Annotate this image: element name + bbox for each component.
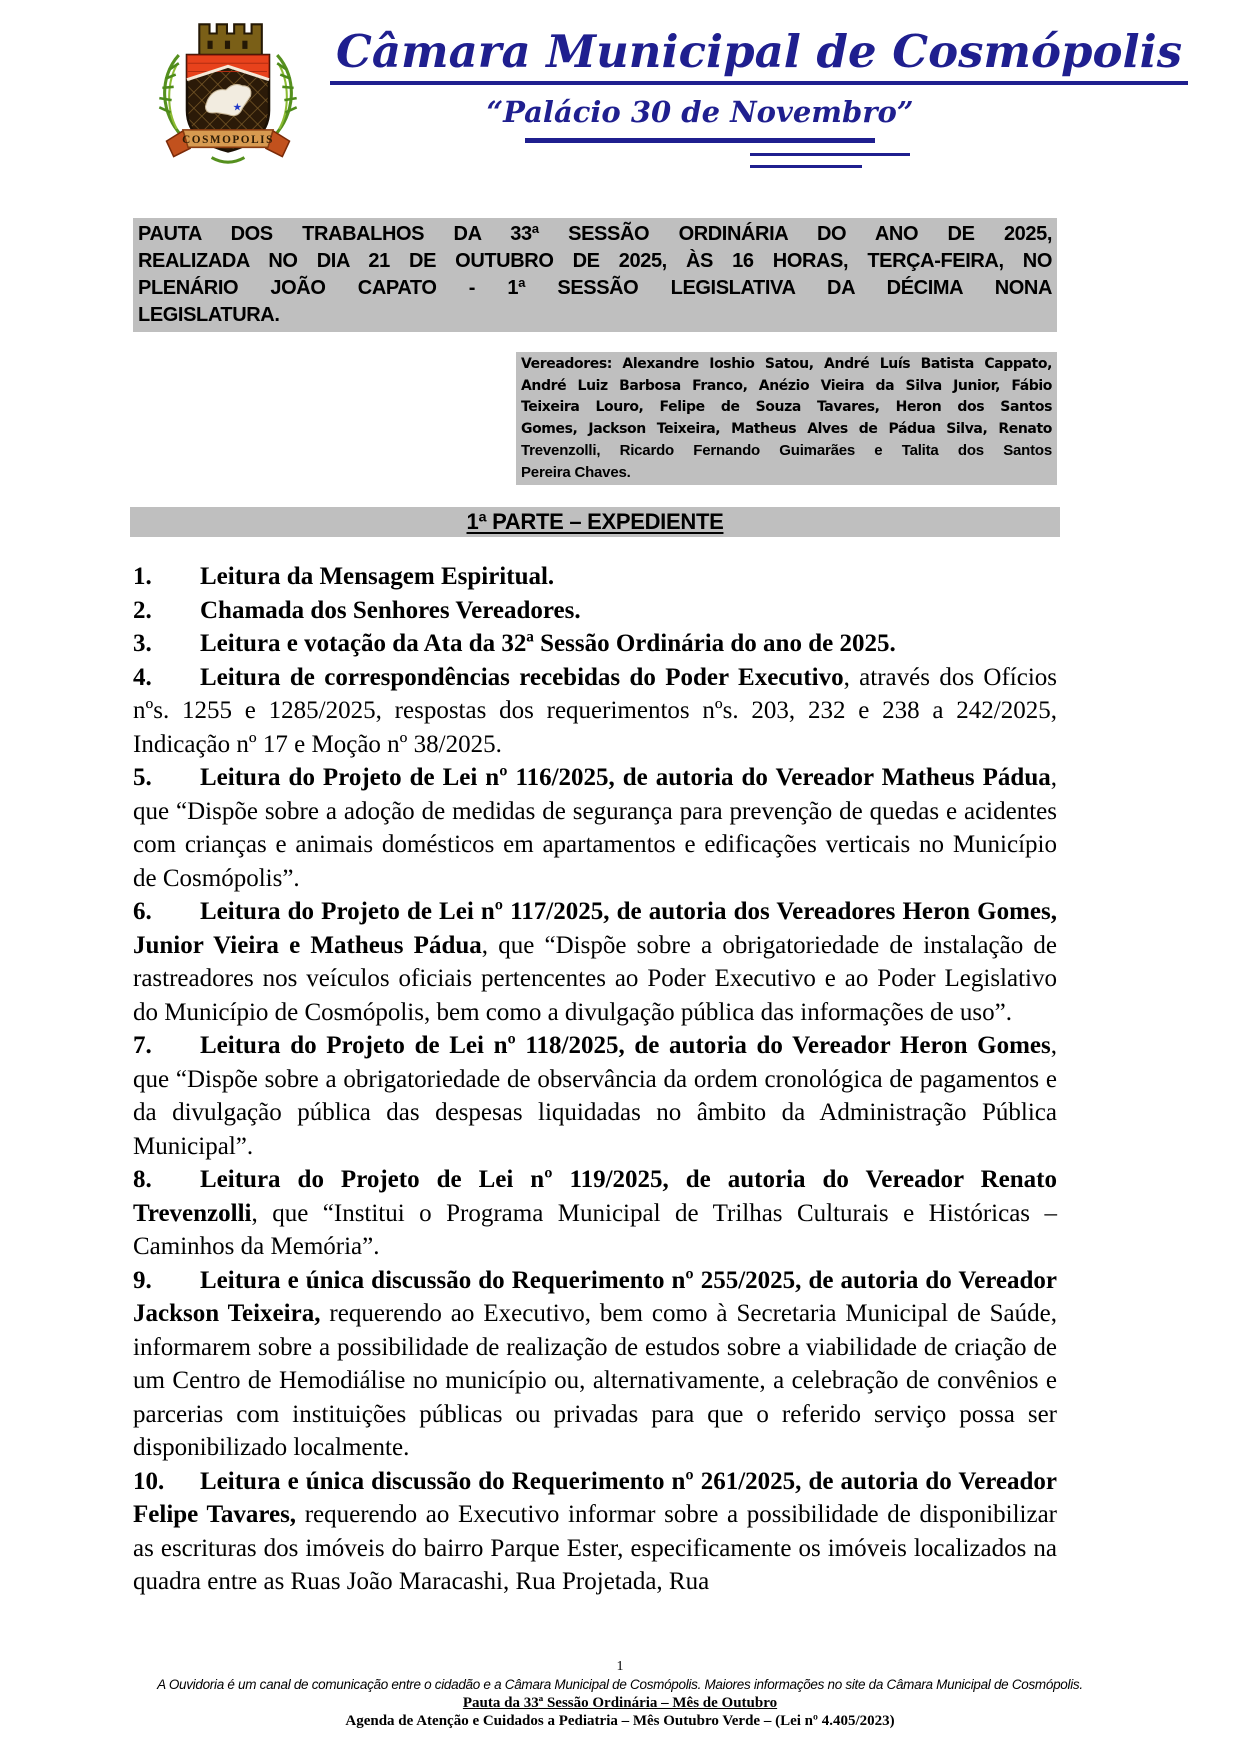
- item-number: 7.: [133, 1032, 152, 1059]
- agenda-item-8: [133, 1163, 1057, 1264]
- session-heading-block: [133, 218, 1057, 332]
- page-footer: [0, 1658, 1240, 1730]
- item-text: , que “Dispõe sobre a obrigatoriedade de observância da ordem cronológica de pagamentos e da divulgação pública das despesas liquidadas no âmbito da Administração Pública Municipal”.: [133, 1032, 1057, 1160]
- vereadores-line: Pereira Chaves.: [521, 463, 631, 481]
- vereadores-block: [516, 352, 1057, 485]
- part-header-bar: [130, 507, 1060, 537]
- item-bold-text: Leitura da Mensagem Espiritual.: [200, 563, 555, 590]
- item-text: requerendo ao Executivo informar sobre a possibilidade de disponibilizar as escrituras dos imóveis do bairro Parque Ester, especificamente os imóveis localizados na quadra entre as Ruas João Maracashi, Rua Projetada, Rua: [133, 1501, 1057, 1595]
- vereadores-line: Teixeira Louro, Felipe de Souza Tavares, Heron dos Santos: [521, 399, 1052, 415]
- part-header-title: 1ª PARTE – EXPEDIENTE: [466, 509, 724, 534]
- agenda-item-5: [133, 761, 1057, 895]
- item-number: 1.: [133, 563, 152, 590]
- agenda-item-4: [133, 661, 1057, 762]
- footer-ouvidoria-note: A Ouvidoria é um canal de comunicação entre o cidadão e a Câmara Municipal de Cosmópolis. Maiores informações no site da Câmara Municipal de Cosmópolis.: [157, 1677, 1083, 1692]
- item-bold-text: Leitura do Projeto de Lei nº 119/2025, de autoria do Vereador Renato Trevenzolli: [133, 1166, 1057, 1227]
- item-text: , que “Institui o Programa Municipal de Trilhas Culturais e Históricas – Caminhos da Memória”.: [133, 1199, 1057, 1260]
- agenda-item-10: [133, 1465, 1057, 1599]
- decorative-line-1: [525, 138, 875, 143]
- star-icon: ★: [232, 102, 242, 114]
- item-number: 5.: [133, 764, 152, 791]
- item-bold-text: Leitura de correspondências recebidas do Poder Executivo: [200, 663, 844, 691]
- footer-pauta-title: Pauta da 33ª Sessão Ordinária – Mês de Outubro: [462, 1695, 778, 1711]
- agenda-item-9: [133, 1264, 1057, 1465]
- decorative-line-3: [750, 165, 862, 168]
- agenda-item-2: [133, 594, 1057, 628]
- page-title: Câmara Municipal de Cosmópolis: [330, 26, 1188, 85]
- item-bold-text: Leitura do Projeto de Lei nº 118/2025, de autoria do Vereador Heron Gomes: [200, 1032, 1051, 1059]
- item-number: 9.: [133, 1266, 152, 1294]
- session-heading-line: PLENÁRIO JOÃO CAPATO - 1ª SESSÃO LEGISLATIVA DA DÉCIMA NONA: [138, 277, 1052, 299]
- vereadores-line: Trevenzolli, Ricardo Fernando Guimarães e Talita dos Santos: [521, 442, 1052, 459]
- item-number: 4.: [133, 663, 152, 691]
- item-bold-text: Leitura e votação da Ata da 32ª Sessão Ordinária do ano de 2025.: [200, 630, 896, 657]
- header-subtitle: “Palácio 30 de Novembro”: [486, 95, 914, 129]
- footer-agenda-note: Agenda de Atenção e Cuidados a Pediatria – Mês Outubro Verde – (Lei nº 4.405/2023): [345, 1713, 895, 1729]
- header-titles: [330, 25, 1183, 168]
- banner-text: COSMOPOLIS: [182, 134, 274, 147]
- vereadores-line: Vereadores: Alexandre Ioshio Satou, André Luís Batista Cappato,: [521, 356, 1052, 372]
- item-bold-text: Chamada dos Senhores Vereadores.: [200, 596, 581, 624]
- item-text: , através dos Ofícios nºs. 1255 e 1285/2025, respostas dos requerimentos nºs. 203, 232 e 238 a 242/2025, Indicação nº 17 e Moção nº 38/2025.: [133, 663, 1057, 758]
- branch-left: [159, 55, 183, 137]
- item-number: 3.: [133, 630, 152, 657]
- agenda-list: [133, 560, 1057, 1599]
- session-heading-line: PAUTA DOS TRABALHOS DA 33ª SESSÃO ORDINÁRIA DO ANO DE 2025,: [138, 223, 1052, 245]
- item-number: 10.: [133, 1467, 165, 1495]
- session-heading-line: REALIZADA NO DIA 21 DE OUTUBRO DE 2025, ÀS 16 HORAS, TERÇA-FEIRA, NO: [138, 250, 1052, 272]
- decorative-line-2: [750, 153, 910, 156]
- item-bold-text: Leitura e única discussão do Requerimento nº 261/2025, de autoria do Vereador Felipe Tavares,: [133, 1467, 1057, 1528]
- item-number: 8.: [133, 1166, 152, 1193]
- agenda-item-1: [133, 560, 1057, 594]
- banner-ribbon: [167, 130, 290, 162]
- item-number: 2.: [133, 596, 152, 624]
- branch-right: [273, 55, 297, 137]
- agenda-item-3: [133, 627, 1057, 661]
- page-number: 1: [616, 1659, 624, 1674]
- item-bold-text: Leitura do Projeto de Lei nº 116/2025, de autoria do Vereador Matheus Pádua: [200, 764, 1051, 791]
- mural-crown-icon: [199, 24, 262, 55]
- agenda-item-7: [133, 1029, 1057, 1163]
- item-number: 6.: [133, 898, 152, 925]
- vereadores-line: Gomes, Jackson Teixeira, Matheus Alves de Pádua Silva, Renato: [521, 420, 1052, 437]
- item-bold-text: Leitura do Projeto de Lei nº 117/2025, de autoria dos Vereadores Heron Gomes, Junior Vieira e Matheus Pádua: [133, 898, 1057, 959]
- item-text: , que “Dispõe sobre a adoção de medidas de segurança para prevenção de quedas e acidentes com crianças e animais domésticos em apartamentos e edificações verticais no Município de Cosmópolis”.: [133, 764, 1057, 892]
- agenda-item-6: [133, 895, 1057, 1029]
- city-coat-of-arms: [146, 12, 310, 176]
- item-bold-text: Leitura e única discussão do Requerimento nº 255/2025, de autoria do Vereador Jackson Teixeira,: [133, 1266, 1057, 1327]
- vereadores-line: André Luiz Barbosa Franco, Anézio Vieira da Silva Junior, Fábio: [521, 377, 1052, 394]
- session-heading-line: LEGISLATURA.: [138, 304, 280, 326]
- item-text: , que “Dispõe sobre a obrigatoriedade de instalação de rastreadores nos veículos oficiais pertencentes ao Poder Executivo e ao Poder Legislativo do Município de Cosmópolis, bem como a divulgação pública das informações de uso”.: [133, 931, 1057, 1026]
- item-text: requerendo ao Executivo, bem como à Secretaria Municipal de Saúde, informarem sobre a possibilidade de realização de estudos sobre a viabilidade de criação de um Centro de Hemodiálise no município ou, alternativamente, a celebração de convênios e parcerias com instituições públicas ou privadas para que o referido serviço possa ser disponibilizado localmente.: [133, 1300, 1057, 1461]
